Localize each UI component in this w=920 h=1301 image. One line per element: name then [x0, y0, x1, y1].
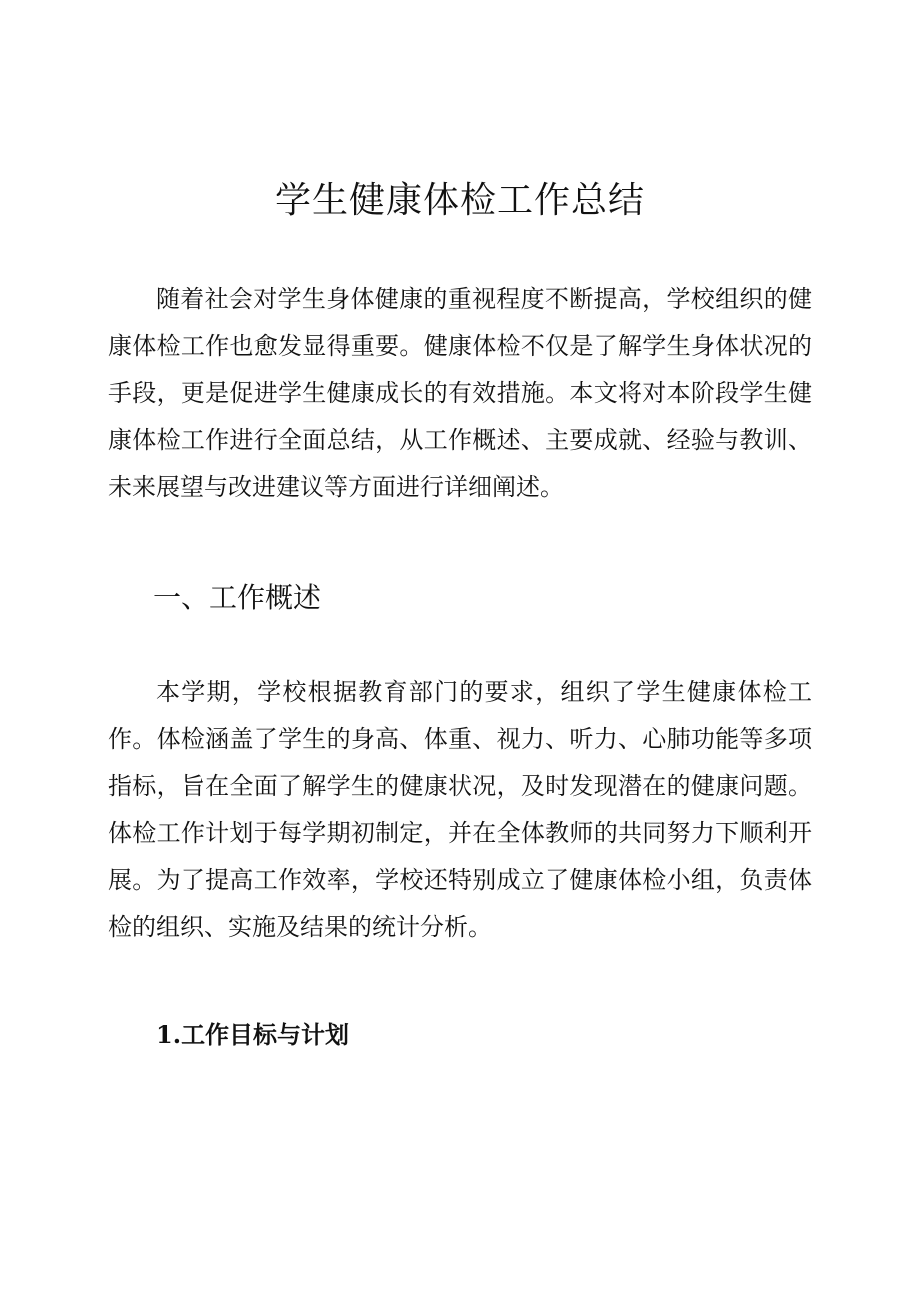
section-heading-work-overview: 一、工作概述 [153, 581, 322, 614]
subsection-heading-goals-and-plan [156, 1015, 349, 1055]
subsection-heading-text: 工作目标与计划 [181, 1020, 350, 1049]
subsection-number: 1. [156, 1020, 182, 1049]
work-overview-paragraph: 本学期，学校根据教育部门的要求，组织了学生健康体检工作。体检涵盖了学生的身高、体重、视力、听力、心肺功能等多项指标，旨在全面了解学生的健康状况，及时发现潜在的健康问题。体检工作计划于每学期初制定，并在全体教师的共同努力下顺利开展。为了提高工作效率，学校还特别成立了健康体检小组，负责体检的组织、实施及结果的统计分析。 [108, 678, 812, 941]
document-title: 学生健康体检工作总结 [274, 180, 645, 221]
intro-paragraph: 随着社会对学生身体健康的重视程度不断提高，学校组织的健康体检工作也愈发显得重要。健康体检不仅是了解学生身体状况的手段，更是促进学生健康成长的有效措施。本文将对本阶段学生健康体检工作进行全面总结，从工作概述、主要成就、经验与教训、未来展望与改进建议等方面进行详细阐述。 [108, 285, 812, 501]
